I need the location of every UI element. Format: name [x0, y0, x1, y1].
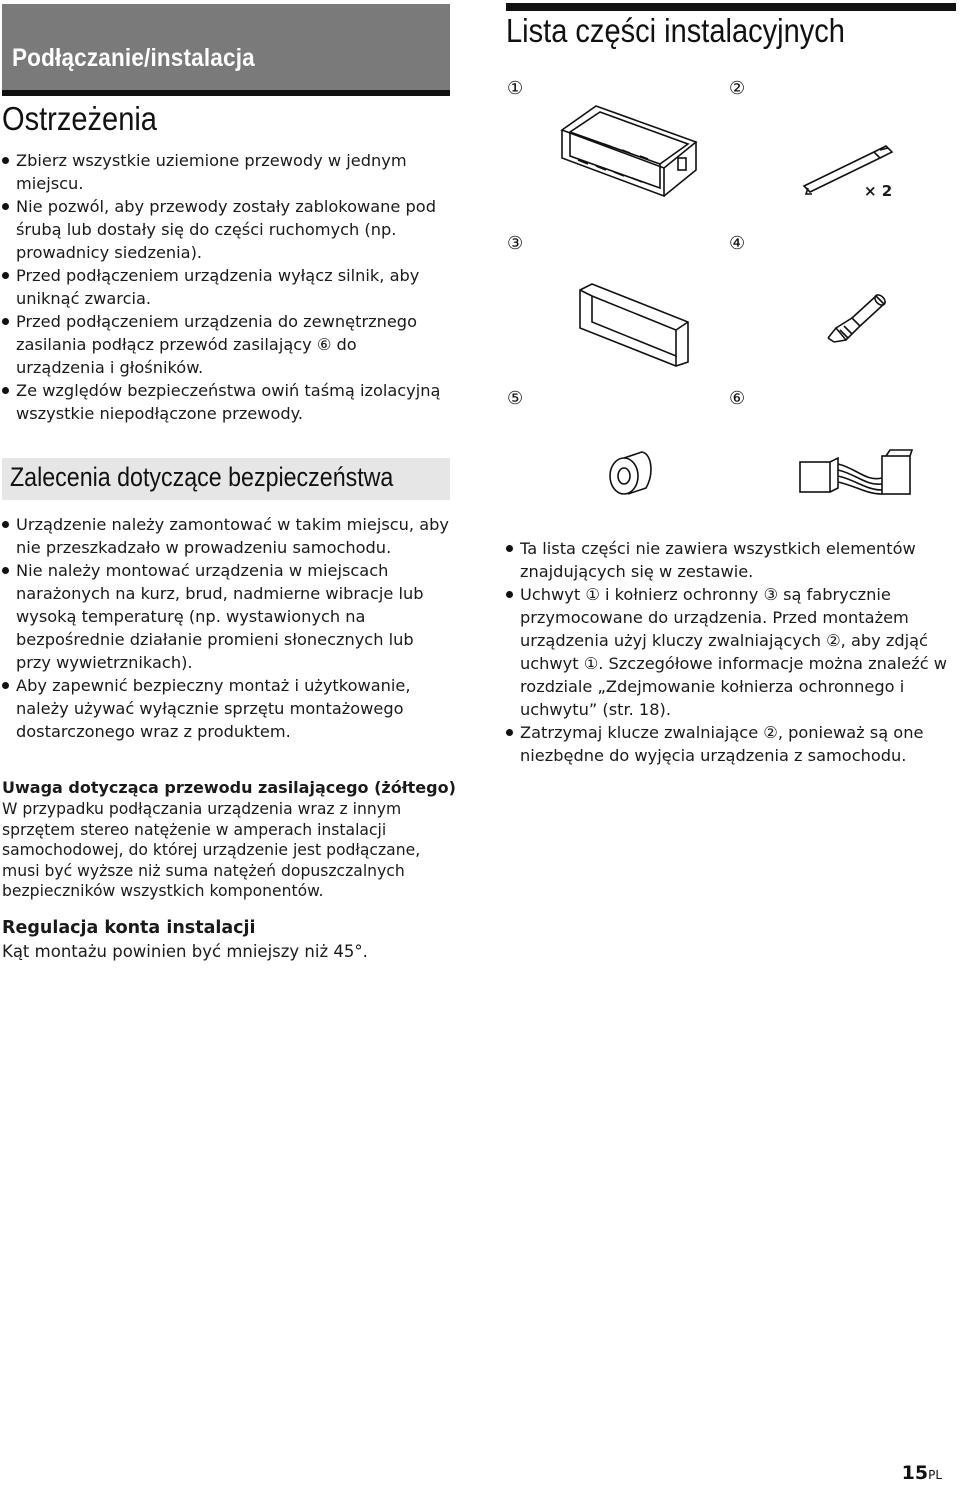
protection-collar-image — [576, 282, 692, 368]
power-cord-body: W przypadku podłączania urządzenia wraz z innym sprzętem stereo natężenie w amperach instalacji samochodowej, do której urządzenie jest podłączane, musi być wyższe niż suma natężeń dopuszczalnych bezpieczników wszystkich komponentów. — [2, 800, 421, 900]
page-number — [902, 1462, 942, 1484]
parts-notes-list — [506, 537, 956, 767]
section-header-bar — [2, 4, 450, 96]
warnings-list — [2, 149, 450, 425]
part-label-1: ① — [507, 78, 524, 99]
list-item: Przed podłączeniem urządzenia wyłącz silnik, aby uniknąć zwarcia. — [2, 264, 450, 310]
list-item: Nie należy montować urządzenia w miejscach narażonych na kurz, brud, nadmierne wibracje lub wysoką temperaturę (np. wystawionych na bezpośrednie działanie promieni słonecznych lub przy wywietrznikach). — [2, 559, 452, 674]
quantity-label: × 2 — [864, 182, 893, 200]
list-item: Ze względów bezpieczeństwa owiń taśmą izolacyjną wszystkie niepodłączone przewody. — [2, 379, 450, 425]
page-suffix: PL — [928, 1468, 942, 1482]
mount-angle-body: Kąt montażu powinien być mniejszy niż 45°. — [2, 942, 368, 961]
parts-title: Lista części instalacyjnych — [506, 12, 845, 49]
list-item: Zbierz wszystkie uziemione przewody w jednym miejscu. — [2, 149, 450, 195]
section-header-title: Podłączanie/instalacja — [12, 44, 255, 72]
power-cord-title: Uwaga dotycząca przewodu zasilającego (żółtego) — [2, 778, 456, 797]
list-item: Uchwyt ① i kołnierz ochronny ③ są fabrycznie przymocowane do urządzenia. Przed montażem urządzenia użyj kluczy zwalniających ②, aby zdjąć uchwyt ①. Szczegółowe informacje można znaleźć w rozdziale „Zdejmowanie kołnierza ochronnego i uchwytu” (str. 18). — [506, 583, 956, 721]
list-item: Aby zapewnić bezpieczny montaż i użytkowanie, należy używać wyłącznie sprzętu montażowego dostarczonego wraz z produktem. — [2, 674, 452, 743]
mount-angle-title: Regulacja konta instalacji — [2, 918, 256, 938]
power-cord-image — [796, 448, 916, 504]
part-label-2: ② — [729, 78, 746, 99]
list-item: Ta lista części nie zawiera wszystkich elementów znajdujących się w zestawie. — [506, 537, 956, 583]
rubber-bushing-image — [606, 448, 656, 500]
part-label-5: ⑤ — [507, 388, 524, 409]
list-item: Zatrzymaj klucze zwalniające ②, ponieważ są one niezbędne do wyjęcia urządzenia z samochodu. — [506, 721, 956, 767]
list-item: Nie pozwól, aby przewody zostały zablokowane pod śrubą lub dostały się do części ruchomych (np. prowadnicy siedzenia). — [2, 195, 450, 264]
part-label-4: ④ — [729, 233, 746, 254]
part-label-3: ③ — [507, 233, 524, 254]
release-key-image — [800, 142, 896, 198]
safety-title-bar — [2, 458, 450, 500]
screw-image — [822, 292, 888, 352]
part-label-6: ⑥ — [729, 388, 746, 409]
warnings-title: Ostrzeżenia — [2, 100, 157, 137]
parts-title-rule — [506, 3, 956, 11]
list-item: Urządzenie należy zamontować w takim miejscu, aby nie przeszkadzało w prowadzeniu samochodu. — [2, 513, 452, 559]
mounting-sleeve-image — [556, 100, 706, 200]
page-number-value: 15 — [901, 1462, 929, 1484]
list-item: Przed podłączeniem urządzenia do zewnętrznego zasilania podłącz przewód zasilający ⑥ do urządzenia i głośników. — [2, 310, 450, 379]
safety-list — [2, 513, 452, 743]
safety-title: Zalecenia dotyczące bezpieczeństwa — [10, 462, 394, 492]
